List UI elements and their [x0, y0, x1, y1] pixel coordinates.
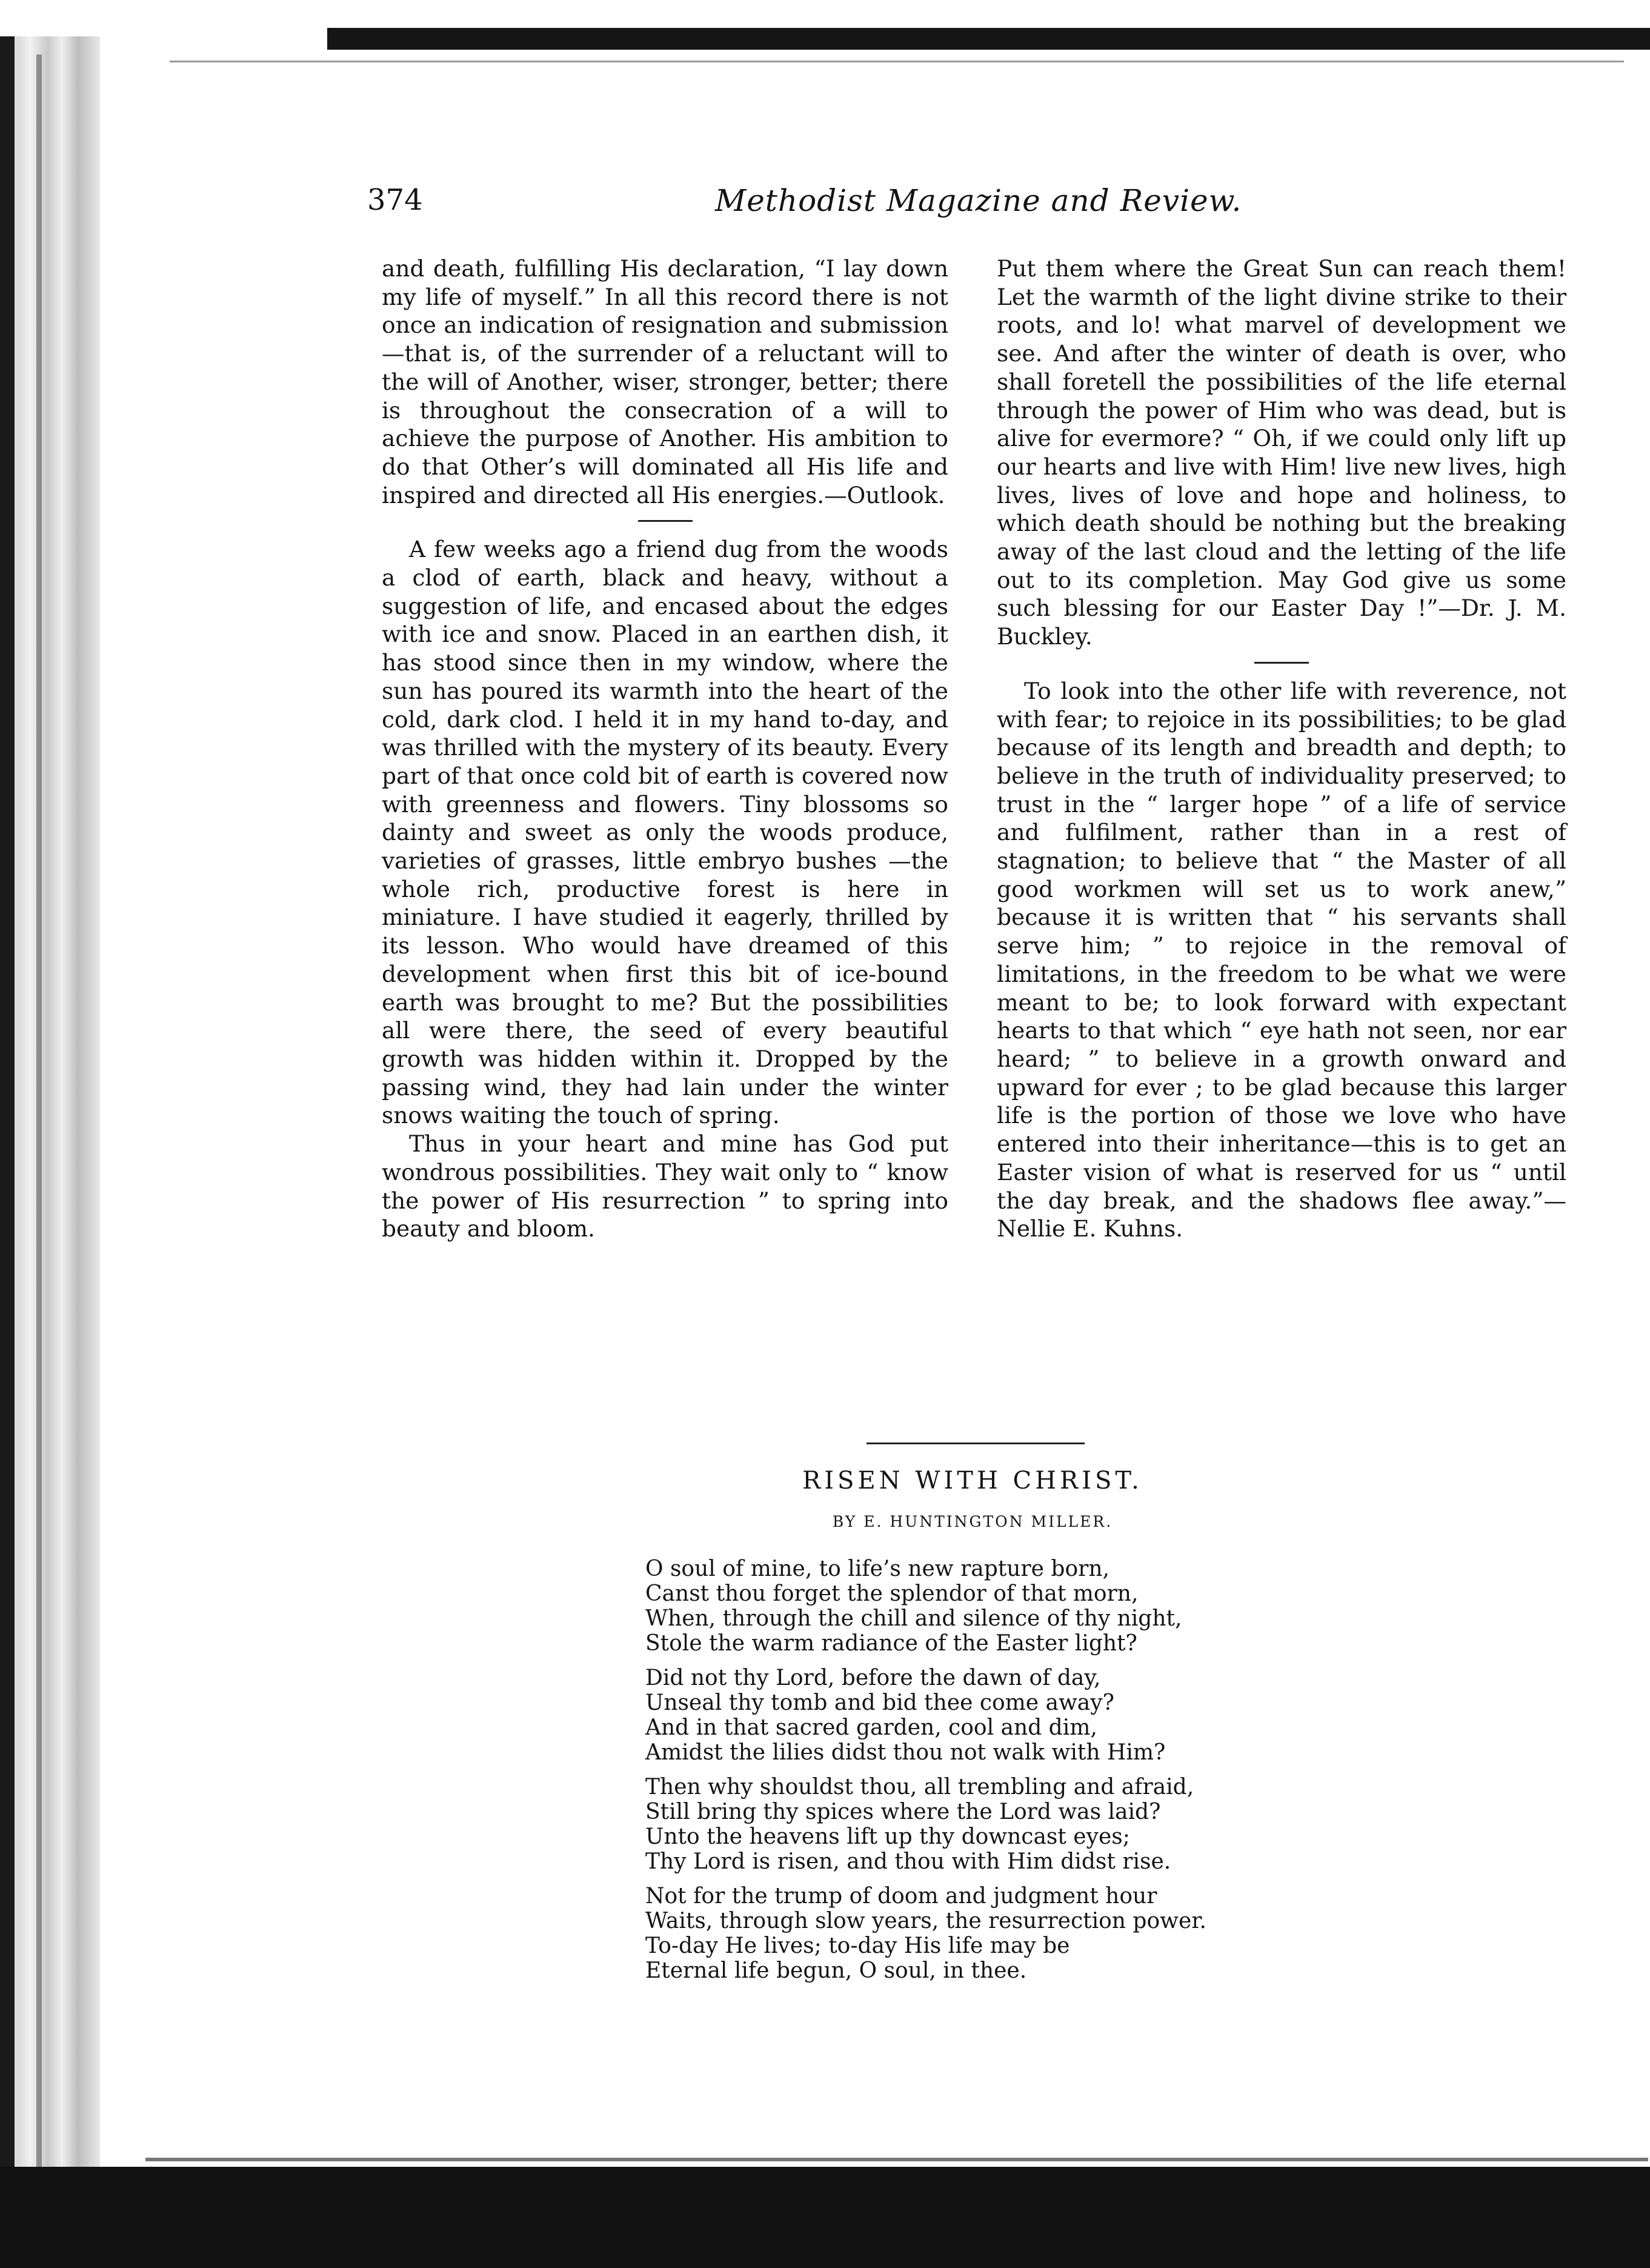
poem-stanza — [645, 1775, 1312, 1874]
poem-line: O soul of mine, to life’s new rapture born, — [645, 1556, 1109, 1581]
scan-binding-line — [36, 55, 42, 2236]
right-column — [997, 255, 1566, 1243]
poem-line: Amidst the lilies didst thou not walk with Him? — [645, 1740, 1166, 1765]
poem-line: Canst thou forget the splendor of that morn, — [645, 1581, 1139, 1606]
paragraph: A few weeks ago a friend dug from the woods a clod of earth, black and heavy, without a suggestion of life, and encased about the edges with ice and snow. Placed in an earthen dish, it has stood since then in my window, where the sun has poured its warmth into the heart of the cold, dark clod. I held it in my hand to-day, and was thrilled with the mystery of its beauty. Every part of that once cold bit of earth is covered now with greenness and flowers. Tiny blossoms so dainty and sweet as only the woods produce, varieties of grasses, little embryo bushes —the whole rich, productive forest is here in miniature. I have studied it eagerly, thrilled by its lesson. Who would have dreamed of this development when first this bit of ice-bound earth was brought to me? But the possibilities all were there, the seed of every beautiful growth was hidden within it. Dropped by the passing wind, they had lain under the winter snows waiting the touch of spring. — [382, 536, 948, 1129]
poem-stanza — [645, 1884, 1312, 1983]
poem-line: Eternal life begun, O soul, in thee. — [645, 1958, 1027, 1983]
poem-byline: BY E. HUNTINGTON MILLER. — [832, 1513, 1113, 1530]
poem-rule — [867, 1443, 1085, 1444]
poem-line: Stole the warm radiance of the Easter light? — [645, 1631, 1137, 1656]
poem-body — [645, 1556, 1312, 1993]
scan-edge-dark — [0, 36, 15, 2268]
poem-line: Unseal thy tomb and bid thee come away? — [645, 1690, 1114, 1715]
scan-bottom-bar — [0, 2167, 1650, 2268]
paragraph: Thus in your heart and mine has God put wondrous possibilities. They wait only to “ know the power of His resurrection ” to spring into beauty and bloom. — [382, 1130, 948, 1242]
poem-title: RISEN WITH CHRIST. — [802, 1467, 1143, 1495]
scan-top-line — [170, 61, 1624, 62]
scan-bottom-line — [145, 2158, 1648, 2161]
poem-stanza — [645, 1666, 1312, 1765]
poem-line: Then why shouldst thou, all trembling and afraid, — [645, 1775, 1194, 1799]
page-number: 374 — [367, 183, 423, 217]
poem-line: Waits, through slow years, the resurrection power. — [645, 1909, 1206, 1933]
poem-line: Still bring thy spices where the Lord was laid? — [645, 1799, 1161, 1824]
paragraph: and death, fulfilling His declaration, “I lay down my life of myself.” In all this record there is not once an indication of resignation and submission—that is, of the surrender of a reluctant will to the will of Another, wiser, stronger, better; there is throughout the consecration of a will to achieve the purpose of Another. His ambition to do that Other’s will dominated all His life and inspired and directed all His energies.—Outlook. — [382, 255, 948, 509]
poem-line: To-day He lives; to-day His life may be — [645, 1933, 1070, 1958]
poem-line: Did not thy Lord, before the dawn of day, — [645, 1666, 1101, 1690]
poem-line: When, through the chill and silence of thy night, — [645, 1606, 1182, 1631]
poem-line: Unto the heavens lift up thy downcast eyes; — [645, 1824, 1130, 1849]
paragraph: To look into the other life with reverence, not with fear; to rejoice in its possibilities; to be glad because of its length and breadth and depth; to believe in the truth of individuality preserved; to trust in the “ larger hope ” of a life of service and fulfilment, rather than in a rest of stagnation; to believe that “ the Master of all good workmen will set us to work anew,” because it is written that “ his servants shall serve him; ” to rejoice in the removal of limitations, in the freedom to be what we were meant to be; to look forward with expectant hearts to that which “ eye hath not seen, nor ear heard; ” to believe in a growth onward and upward for ever ; to be glad because this larger life is the portion of those we love who have entered into their inheritance—this is to get an Easter vision of what is reserved for us “ until the day break, and the shadows flee away.”—Nellie E. Kuhns. — [997, 677, 1566, 1242]
running-title: Methodist Magazine and Review. — [715, 183, 1242, 218]
section-divider — [638, 520, 693, 522]
scan-margin-shadow — [0, 36, 100, 2268]
left-column — [382, 255, 948, 1243]
paragraph: Put them where the Great Sun can reach them! Let the warmth of the light divine strike to their roots, and lo! what marvel of development we see. And after the winter of death is over, who shall foretell the possibilities of the life eternal through the power of Him who was dead, but is alive for evermore? “ Oh, if we could only lift up our hearts and live with Him! live new lives, high lives, lives of love and hope and holiness, to which death should be nothing but the breaking away of the last cloud and the letting of the life out to its completion. May God give us some such blessing for our Easter Day !”—Dr. J. M. Buckley. — [997, 255, 1566, 650]
poem-stanza — [645, 1556, 1312, 1656]
poem-line: Not for the trump of doom and judgment hour — [645, 1884, 1157, 1909]
section-divider — [1254, 662, 1309, 664]
poem-line: Thy Lord is risen, and thou with Him didst rise. — [645, 1849, 1171, 1874]
scan-top-bar — [327, 28, 1650, 50]
poem-line: And in that sacred garden, cool and dim, — [645, 1715, 1097, 1740]
